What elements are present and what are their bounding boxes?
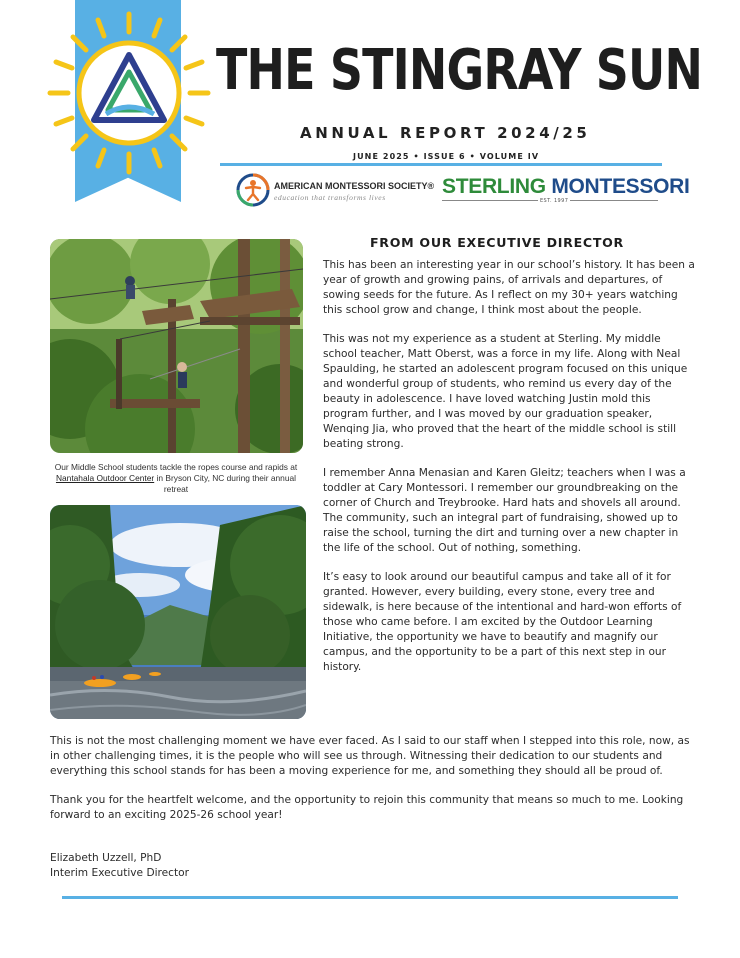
newsletter-title: THE STINGRAY SUN: [216, 38, 703, 103]
ams-tagline: education that transforms lives: [274, 193, 386, 202]
sterling-est: EST. 1997: [540, 198, 569, 204]
article-paragraph: It’s easy to look around our beautiful campus and take all of it for granted. However, every building, every stone, every tree and sidewalk, is here because of the intentional and hard-won efforts of those who came before. I am excited by the Outdoor Learning Initiative, the opportunity we have to beautify and magnify our campus, and the opportunity to be a part of this next step in our history.: [323, 571, 682, 673]
ams-logo: [236, 173, 436, 209]
sterling-logo: [442, 175, 690, 207]
article-paragraph: Thank you for the heartfelt welcome, and the opportunity to rejoin this community that means so much to me. Looking forward to an exciting 2025-26 school year!: [50, 794, 684, 821]
montessori-word: MONTESSORI: [551, 175, 690, 198]
ams-globe-icon: [236, 173, 270, 207]
rafting-photo: [50, 505, 306, 719]
nantahala-link[interactable]: Nantahala Outdoor Center: [55, 473, 155, 483]
report-subtitle: ANNUAL REPORT 2024/25: [300, 124, 591, 142]
photo-caption: [50, 462, 302, 495]
caption-text-start: Our Middle School students tackle the ropes course and rapids at: [54, 462, 298, 472]
sterling-word: STERLING: [442, 175, 546, 198]
signature-block: [50, 851, 189, 881]
article-heading: FROM OUR EXECUTIVE DIRECTOR: [370, 235, 624, 250]
article-paragraph: I remember Anna Menasian and Karen Gleitz; teachers when I was a toddler at Cary Montessori. I remember our groundbreaking on the corner of Church and Treybrooke. Hard hats and shovels all around. The community, such an integral part of fundraising, showed up to raise the school, turning the dirt and turning over a new chapter in the life of the school. Out of nothing, something.: [323, 467, 686, 554]
sun-logo-icon: [46, 10, 212, 176]
article-paragraph: This was not my experience as a student at Sterling. My middle school teacher, Matt Oberst, was a force in my life. Along with Neal Spaulding, he started an adolescent program focused on this unique and wonderful group of students, who remind us every day of the beauty in adolescence. I have loved watching Justin mold this program further, and I was moved by our graduation speaker, Wenqing Jia, who proved that the heart of the middle school is still beating strong.: [323, 333, 688, 450]
ams-name: AMERICAN MONTESSORI SOCIETY®: [274, 181, 435, 191]
article-full-width: [50, 734, 694, 837]
signature-name: Elizabeth Uzzell, PhD: [50, 852, 162, 864]
ropes-course-photo: [50, 239, 303, 453]
caption-text-end: in Bryson City, NC during their annual retreat: [154, 473, 297, 494]
sterling-wordmark: [442, 175, 690, 199]
issue-line: JUNE 2025 • ISSUE 6 • VOLUME IV: [353, 152, 540, 161]
header-divider: [220, 163, 662, 166]
footer-divider: [62, 896, 678, 899]
article-column: [323, 258, 695, 689]
signature-title: Interim Executive Director: [50, 867, 189, 879]
article-paragraph: This has been an interesting year in our school’s history. It has been a year of growth and growing pains, of arrivals and departures, of sowing seeds for the future. As I reflect on my 30+ years watching this school grow and change, I think most about the people.: [323, 259, 695, 316]
article-paragraph: This is not the most challenging moment we have ever faced. As I said to our staff when I stepped into this role, now, as in other challenging times, it is the people who will see us through. Witnessing their dedication to our students and everything this school stands for has been a moving experience for me, and something they should all be proud of.: [50, 735, 690, 777]
